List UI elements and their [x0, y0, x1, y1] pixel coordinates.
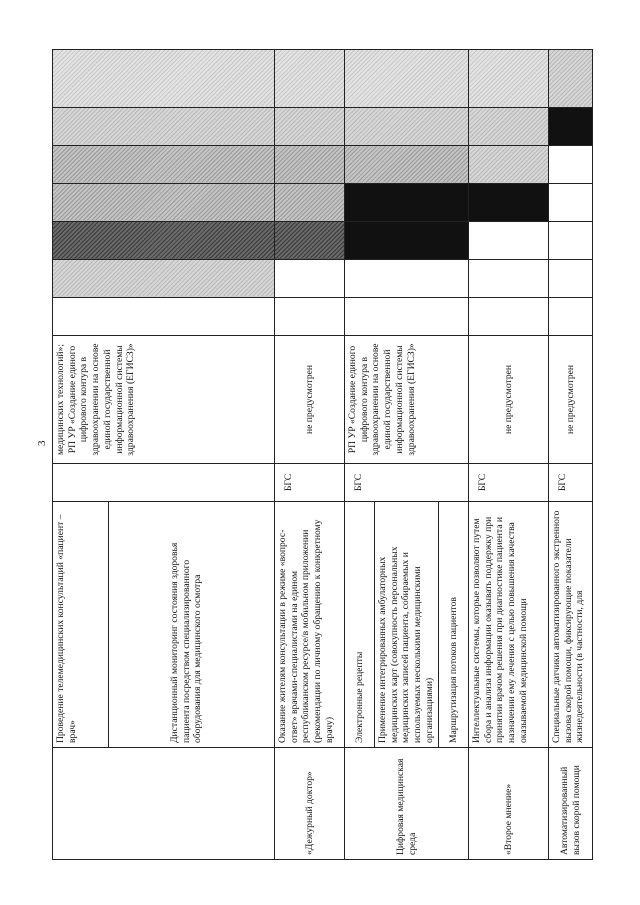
timeline-cell — [275, 108, 345, 146]
timeline-cell — [345, 50, 469, 108]
timeline-cell — [345, 298, 469, 336]
row-title: Автоматизированный вызов скорой помощи — [549, 748, 593, 860]
row-description: Дистанционный мониторинг состояния здоровья пациента посредством специализированного оборудования для медицинского осмотра — [109, 502, 275, 748]
row-responsible: БГС — [275, 464, 345, 502]
page-number: 3 — [36, 440, 48, 446]
timeline-cell — [469, 298, 549, 336]
row-project: РП УР «Создание единого цифрового контура в здравоохранении на основе единой государственной информационной системы здравоохранения (ЕГИСЗ)» — [345, 336, 469, 464]
timeline-cell — [549, 298, 593, 336]
row-description: Применение интегрированных амбулаторных медицинских карт (совокупность персональных медицинских записей пациента, собираемых и используемых несколькими медицинскими организациями) — [375, 502, 439, 748]
timeline-cell — [469, 184, 549, 222]
timeline-cell — [469, 146, 549, 184]
timeline-cell — [345, 184, 469, 222]
timeline-cell — [549, 146, 593, 184]
timeline-cell — [549, 222, 593, 260]
timeline-cell — [469, 50, 549, 108]
row-project: не предусмотрен — [549, 336, 593, 464]
table-row — [345, 50, 375, 860]
row-title: «Дежурный доктор» — [275, 748, 345, 860]
timeline-cell — [469, 260, 549, 298]
timeline-cell — [275, 298, 345, 336]
timeline-cell — [345, 146, 469, 184]
timeline-cell — [53, 50, 275, 108]
timeline-cell — [549, 260, 593, 298]
timeline-cell — [345, 222, 469, 260]
timeline-cell — [549, 108, 593, 146]
row-title: «Второе мнение» — [469, 748, 549, 860]
row-description: Электронные рецепты — [345, 502, 375, 748]
timeline-cell — [53, 184, 275, 222]
row-title: Цифровая медицинская среда — [345, 748, 469, 860]
timeline-cell — [549, 50, 593, 108]
table-row — [275, 50, 345, 860]
timeline-cell — [345, 260, 469, 298]
timeline-cell — [469, 222, 549, 260]
timeline-cell — [345, 108, 469, 146]
row-responsible: БГС — [549, 464, 593, 502]
timeline-cell — [469, 108, 549, 146]
row-description: Интеллектуальные системы, которые позволяют путем сбора и анализа информации оказывать поддержку при принятии врачом решения при диагностике пациента и назначении ему лечения с целью повышения качества оказываемой медицинской помощи — [469, 502, 549, 748]
timeline-cell — [549, 184, 593, 222]
timeline-cell — [275, 184, 345, 222]
rotated-table-container — [52, 50, 592, 860]
timeline-cell — [53, 298, 275, 336]
row-description: Оказание жителям консультации в режиме «вопрос-ответ» врачами-специалистами на едином республиканском ресурсе/в мобильном приложении (рекомендации по личному обращению к конкретному врачу) — [275, 502, 345, 748]
row-description: Маршрутизация потоков пациентов — [439, 502, 469, 748]
timeline-cell — [53, 108, 275, 146]
timeline-cell — [275, 146, 345, 184]
timeline-cell — [53, 222, 275, 260]
table-row — [549, 50, 593, 860]
row-project: медицинских технологий»; РП УР «Создание единого цифрового контура в здравоохранении на основе единой государственной информационной системы здравоохранения (ЕГИСЗ)» — [53, 336, 275, 464]
row-project: не предусмотрен — [469, 336, 549, 464]
row-title — [53, 748, 275, 860]
row-responsible: БГС — [345, 464, 469, 502]
row-responsible: БГС — [469, 464, 549, 502]
row-description: Проведение телемедицинских консультаций «пациент – врач» — [53, 502, 109, 748]
row-description: Специальные датчики автоматизированного экстренного вызова скорой помощи, фиксирующие показатели жизнедеятельности (в частности, для — [549, 502, 593, 748]
timeline-cell — [53, 260, 275, 298]
table-row — [469, 50, 549, 860]
row-responsible — [53, 464, 275, 502]
plan-table — [52, 49, 593, 860]
timeline-cell — [275, 260, 345, 298]
row-project: не предусмотрен — [275, 336, 345, 464]
timeline-cell — [275, 222, 345, 260]
timeline-cell — [53, 146, 275, 184]
table-row — [53, 50, 109, 860]
timeline-cell — [275, 50, 345, 108]
